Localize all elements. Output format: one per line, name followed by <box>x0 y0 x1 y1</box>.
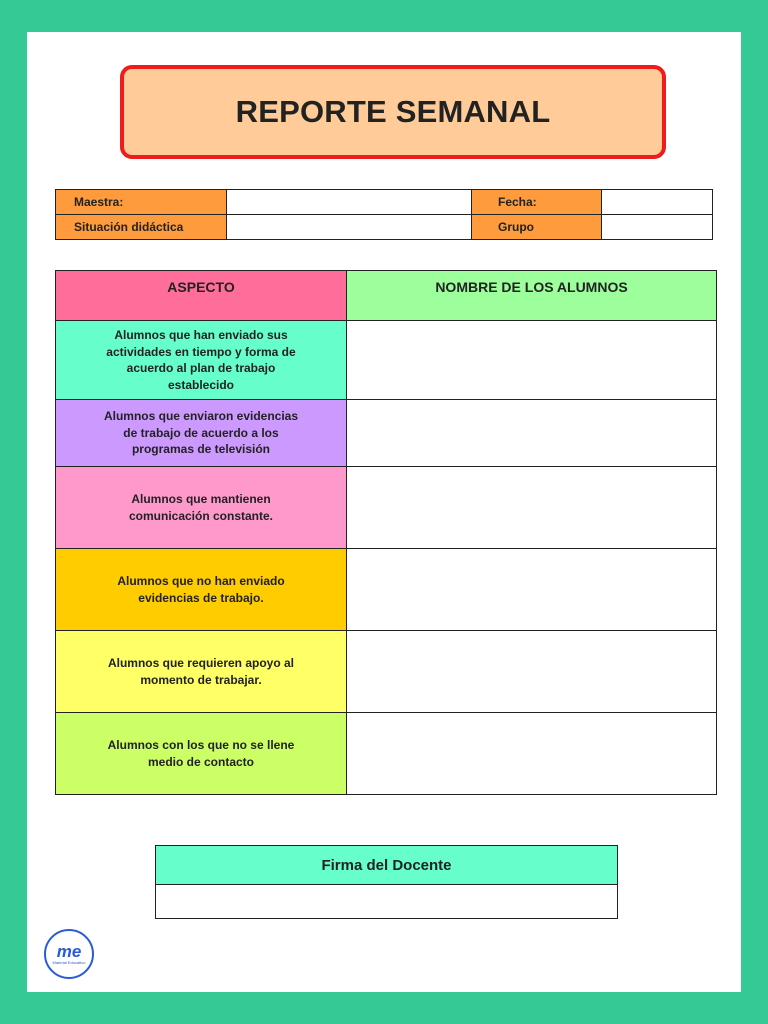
aspects-table <box>55 270 717 795</box>
aspect-line: de trabajo de acuerdo a los <box>123 425 279 440</box>
maestra-label: Maestra: <box>56 190 227 215</box>
table-row <box>56 713 717 795</box>
aspect-line: Alumnos que enviaron evidencias <box>103 409 299 424</box>
table-row <box>56 321 717 400</box>
situacion-field[interactable] <box>227 215 472 240</box>
aspect-line: Alumnos con los que no se llene <box>107 738 295 752</box>
aspect-line: medio de contacto <box>147 754 254 769</box>
info-row-1 <box>56 190 713 215</box>
aspects-header-row <box>56 271 717 321</box>
aspect-cell <box>56 549 347 631</box>
aspect-cell <box>56 713 347 795</box>
aspect-line: evidencias de trabajo. <box>138 590 264 605</box>
info-row-2 <box>56 215 713 240</box>
situacion-label: Situación didáctica <box>56 215 227 240</box>
students-cell[interactable] <box>347 549 717 631</box>
signature-field[interactable] <box>156 885 618 919</box>
header-aspecto: ASPECTO <box>56 271 347 321</box>
students-cell[interactable] <box>347 467 717 549</box>
signature-label: Firma del Docente <box>156 846 618 885</box>
aspect-line: actividades en tiempo y forma de <box>106 344 296 359</box>
aspect-line: comunicación constante. <box>128 508 274 523</box>
aspect-line: Alumnos que requieren apoyo al <box>107 656 295 670</box>
maestra-field[interactable] <box>227 190 472 215</box>
students-cell[interactable] <box>347 400 717 467</box>
table-row <box>56 400 717 467</box>
logo-caption: Material Educativo <box>52 959 86 965</box>
table-row <box>56 631 717 713</box>
students-cell[interactable] <box>347 631 717 713</box>
aspect-line: Alumnos que han enviado sus <box>114 328 288 342</box>
brand-logo <box>44 929 94 979</box>
aspect-cell <box>56 631 347 713</box>
table-row <box>56 549 717 631</box>
aspect-cell <box>56 321 347 400</box>
aspect-line: acuerdo al plan de trabajo <box>126 361 276 375</box>
title-banner <box>120 65 666 159</box>
info-table <box>55 189 713 240</box>
page-title: REPORTE SEMANAL <box>235 94 551 129</box>
grupo-field[interactable] <box>602 215 713 240</box>
aspect-cell <box>56 400 347 467</box>
students-cell[interactable] <box>347 321 717 400</box>
signature-table <box>155 845 618 919</box>
aspect-cell <box>56 467 347 549</box>
students-cell[interactable] <box>347 713 717 795</box>
aspect-line: momento de trabajar. <box>140 672 262 687</box>
header-nombre: NOMBRE DE LOS ALUMNOS <box>347 271 717 321</box>
aspect-line: Alumnos que mantienen <box>131 492 271 506</box>
fecha-label: Fecha: <box>472 190 602 215</box>
aspect-line: Alumnos que no han enviado <box>117 574 285 588</box>
logo-mark: me <box>56 941 82 961</box>
fecha-field[interactable] <box>602 190 713 215</box>
aspect-line: programas de televisión <box>131 442 271 457</box>
aspect-line: establecido <box>167 377 235 392</box>
grupo-label: Grupo <box>472 215 602 240</box>
table-row <box>56 467 717 549</box>
signature-field-row <box>156 885 618 919</box>
signature-header-row <box>156 846 618 885</box>
